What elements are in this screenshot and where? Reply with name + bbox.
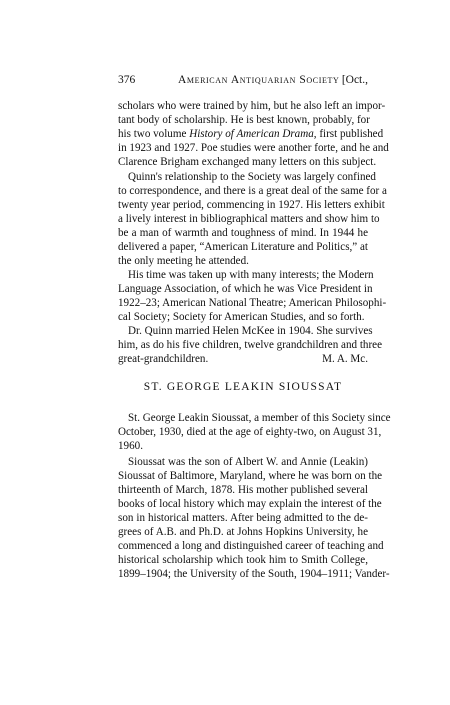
text-line: St. George Leakin Sioussat, a member of this Society since bbox=[128, 412, 391, 424]
text-line: His time was taken up with many interests; the Modern bbox=[128, 269, 374, 281]
text-line: grees of A.B. and Ph.D. at Johns Hopkins University, he bbox=[118, 526, 368, 538]
text-line: son in historical matters. After being admitted to the de- bbox=[118, 512, 368, 524]
running-header bbox=[118, 74, 368, 90]
text-line: a lively interest in bibliographical matters and show him to bbox=[118, 213, 380, 225]
text-line bbox=[118, 352, 368, 366]
text-line: delivered a paper, “American Literature and Politics,” at bbox=[118, 241, 368, 253]
italic-book-title: History of American Drama bbox=[189, 128, 314, 140]
text-run: great-grandchildren. bbox=[118, 353, 209, 365]
text-line: 1960. bbox=[118, 440, 143, 452]
text-line: Language Association, of which he was Vice President in bbox=[118, 283, 373, 295]
text-line: commenced a long and distinguished career of teaching and bbox=[118, 540, 384, 552]
text-line bbox=[118, 127, 384, 141]
text-line: Clarence Brigham exchanged many letters on this subject. bbox=[118, 156, 377, 168]
text-line: scholars who were trained by him, but he also left an impor- bbox=[118, 100, 386, 112]
text-line: the only meeting he attended. bbox=[118, 255, 249, 267]
text-run: , first published bbox=[313, 128, 384, 140]
text-line: be a man of warmth and toughness of mind. In 1944 he bbox=[118, 227, 368, 239]
text-line: Sioussat was the son of Albert W. and Annie (Leakin) bbox=[128, 456, 368, 468]
text-line: Quinn's relationship to the Society was largely confined bbox=[128, 171, 376, 183]
text-run: his two volume bbox=[118, 128, 190, 140]
text-line: historical scholarship which took him to Smith College, bbox=[118, 554, 368, 566]
month-marker: [Oct., bbox=[341, 74, 368, 86]
page-number: 376 bbox=[118, 74, 136, 86]
text-line: Dr. Quinn married Helen McKee in 1904. She survives bbox=[128, 325, 373, 337]
text-line: in 1923 and 1927. Poe studies were another forte, and he and bbox=[118, 142, 389, 154]
text-line: twenty year period, commencing in 1927. His letters exhibit bbox=[118, 199, 385, 211]
text-line: October, 1930, died at the age of eighty-two, on August 31, bbox=[118, 426, 382, 438]
section-title: ST. GEORGE LEAKIN SIOUSSAT bbox=[143, 381, 343, 393]
text-line: cal Society; Society for American Studies, and so forth. bbox=[118, 311, 365, 323]
running-head: American Antiquarian Society bbox=[178, 74, 340, 86]
text-line: 1922–23; American National Theatre; American Philosophi- bbox=[118, 297, 387, 309]
text-line: books of local history which may explain the interest of the bbox=[118, 498, 382, 510]
text-line: tant body of scholarship. He is best known, probably, for bbox=[118, 114, 370, 126]
text-line: Sioussat of Baltimore, Maryland, where he was born on the bbox=[118, 470, 383, 482]
text-line: 1899–1904; the University of the South, 1904–1911; Vander- bbox=[118, 568, 390, 580]
text-line: to correspondence, and there is a great deal of the same for a bbox=[118, 185, 387, 197]
text-line: thirteenth of March, 1878. His mother published several bbox=[118, 484, 368, 496]
text-line: him, as do his five children, twelve grandchildren and three bbox=[118, 339, 383, 351]
author-initials: M. A. Mc. bbox=[322, 353, 368, 365]
